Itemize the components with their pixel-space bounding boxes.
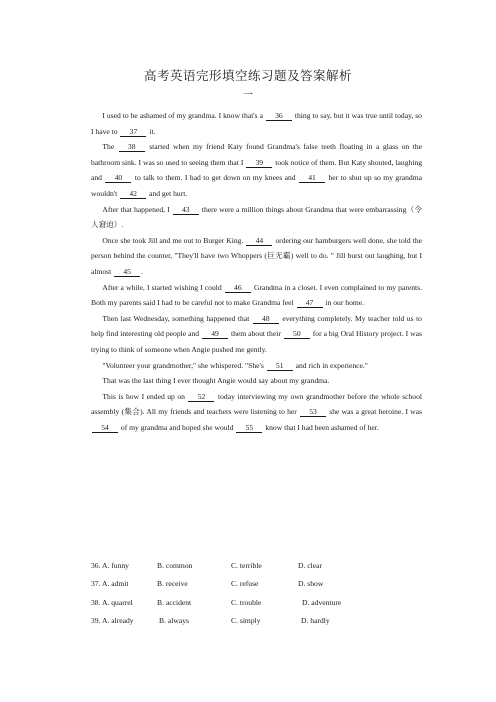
text-segment: and get hurt. <box>147 188 188 198</box>
option-d: D. hardly <box>301 616 330 626</box>
blank-54: 54 <box>92 423 118 433</box>
blank-50: 50 <box>284 329 310 339</box>
blank-43: 43 <box>173 205 199 215</box>
blank-53: 53 <box>300 407 326 417</box>
text-segment: started when my friend Katy found Grandma's false teeth floating in a glass on the bathroom sink. I was so used to seeing them that I <box>91 142 422 167</box>
option-d: D. adventure <box>302 597 342 607</box>
text-segment: Grandma in a closet. I even complained to my parents. Both my parents said I had to be careful not to make Grandma feel <box>91 282 422 308</box>
text-segment: it. <box>147 126 156 136</box>
blank-55: 55 <box>236 423 262 433</box>
blank-41: 41 <box>299 173 325 183</box>
blank-48: 48 <box>253 314 279 324</box>
paragraph <box>91 280 422 311</box>
option-row-39 <box>91 616 422 634</box>
blank-40: 40 <box>105 173 131 183</box>
option-a: 39. A. already <box>91 616 134 626</box>
text-segment: After that happened, I <box>91 204 172 214</box>
option-c: C. trouble <box>231 597 262 607</box>
option-d: D. clear <box>298 561 323 570</box>
text-segment: today interviewing my own grandmother before the whole school assembly (集合). All my friends and teachers were listening to her <box>91 391 422 417</box>
document-title: 高考英语完形填空练习题及答案解析 <box>143 69 352 83</box>
text-segment: thing to say, but it was true until today, so I have to <box>91 111 422 136</box>
blank-51: 51 <box>267 361 293 371</box>
paragraph <box>91 373 422 389</box>
option-row-38 <box>91 598 422 616</box>
text-segment: for a big Oral History project. I was trying to think of someone when Angie pushed me gently. <box>91 329 422 354</box>
blank-46: 46 <box>225 283 251 293</box>
answer-options <box>91 561 422 635</box>
text-segment: her to shut up so my grandma wouldn't <box>91 173 422 198</box>
text-segment: Once she took Jill and me out to Burger King. <box>91 235 246 245</box>
text-segment: know that I had been ashamed of her. <box>263 422 379 432</box>
option-b: B. receive <box>157 579 188 589</box>
paragraph <box>91 139 422 201</box>
text-segment: everything completely. My teacher told us to help find interesting old people and <box>91 313 422 339</box>
text-segment: them about their <box>229 329 283 339</box>
blank-52: 52 <box>188 392 214 402</box>
option-a: 38. A. quarrel <box>91 597 133 607</box>
text-segment: Then last Wednesday, something happened that <box>91 313 252 323</box>
option-b: B. always <box>159 616 189 626</box>
text-segment: . <box>141 266 144 276</box>
blank-36: 36 <box>266 111 292 121</box>
paragraph <box>91 358 422 374</box>
text-segment: in our home. <box>323 298 365 308</box>
text-segment: took notice of them. But Katy shouted, laughing and <box>91 157 422 183</box>
option-c: C. refuse <box>231 579 259 589</box>
blank-47: 47 <box>297 298 323 308</box>
blank-37: 37 <box>120 127 146 137</box>
text-segment: of my grandma and hoped she would <box>119 422 236 432</box>
text-segment: to talk to them. I had to get down on my knees and <box>132 173 299 183</box>
blank-39: 39 <box>246 158 272 168</box>
option-b: B. accident <box>157 597 192 607</box>
text-segment: there were a million things about Grandma that were embarrassing（令人窘迫）. <box>91 204 423 230</box>
option-c: C. terrible <box>231 561 262 570</box>
option-c: C. simply <box>231 616 261 626</box>
option-row-37 <box>91 579 422 597</box>
cloze-passage <box>91 108 422 435</box>
option-d: D. show <box>298 579 324 589</box>
paragraph <box>91 233 422 280</box>
section-number: 一 <box>243 90 253 101</box>
text-segment: "Volunteer your grandmother," she whispered. "She's <box>91 360 266 370</box>
text-segment: I used to be ashamed of my grandma. I know that's a <box>91 111 265 120</box>
blank-49: 49 <box>202 329 228 339</box>
blank-38: 38 <box>119 142 145 152</box>
option-a: 37. A. admit <box>91 579 129 589</box>
blank-44: 44 <box>246 236 272 246</box>
paragraph <box>91 311 422 358</box>
text-segment: and rich in experience." <box>293 360 368 370</box>
text-segment: After a while, I started wishing I could <box>91 282 224 292</box>
paragraph <box>91 108 422 139</box>
text-segment: The <box>91 142 118 152</box>
text-segment: ordering our hamburgers well done, she told the person behind the counter, "They'll have two Whoppers (巨无霸) well to do. " Jill burst out laughing, but I almost <box>91 235 422 276</box>
option-row-36 <box>91 561 422 579</box>
paragraph <box>91 389 422 436</box>
option-b: B. common <box>157 561 193 570</box>
blank-45: 45 <box>114 267 140 277</box>
text-segment: This is how I ended up on <box>91 391 188 401</box>
blank-42: 42 <box>120 189 146 199</box>
paragraph <box>91 202 422 233</box>
text-segment: she was a great heroine. I was <box>327 407 422 417</box>
option-a: 36. A. funny <box>91 561 129 570</box>
text-segment: That was the last thing I ever thought Angie would say about my grandma. <box>91 376 330 386</box>
